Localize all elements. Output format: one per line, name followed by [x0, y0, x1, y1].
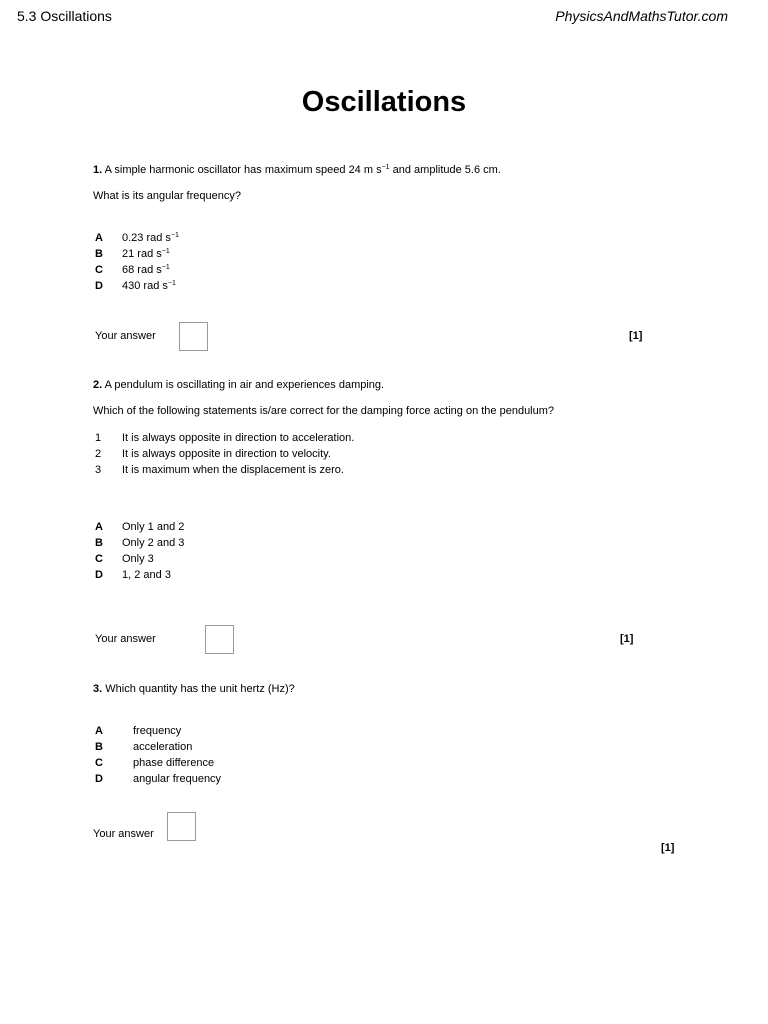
option-text: acceleration — [133, 741, 193, 753]
statement-number: 3 — [95, 464, 102, 476]
answer-box[interactable] — [167, 812, 196, 841]
option-text — [122, 280, 176, 292]
option-text — [122, 248, 170, 260]
question-1-stem — [93, 164, 501, 176]
option-letter: B — [95, 537, 103, 549]
option-letter: C — [95, 264, 103, 276]
answer-box[interactable] — [205, 625, 234, 654]
question-1-prompt: What is its angular frequency? — [93, 190, 241, 202]
option-letter: A — [95, 725, 103, 737]
section-label: 5.3 Oscillations — [17, 8, 112, 24]
superscript: −1 — [161, 248, 170, 255]
option-letter: A — [95, 521, 103, 533]
site-name: PhysicsAndMathsTutor.com — [555, 8, 728, 24]
question-text-end: and amplitude 5.6 cm. — [389, 164, 501, 176]
option-letter: C — [95, 553, 103, 565]
statement-number: 1 — [95, 432, 102, 444]
option-letter: A — [95, 232, 103, 244]
question-number: 3. — [93, 683, 103, 695]
option-text: Only 1 and 2 — [122, 521, 185, 533]
question-number: 2. — [93, 379, 103, 391]
superscript: −1 — [381, 164, 390, 171]
option-letter: B — [95, 741, 103, 753]
option-text: phase difference — [133, 757, 215, 769]
option-value: 21 rad s — [122, 248, 162, 260]
statement-text: It is always opposite in direction to velocity. — [122, 448, 331, 460]
question-number: 1. — [93, 164, 103, 176]
option-letter: B — [95, 248, 103, 260]
question-text: A simple harmonic oscillator has maximum speed 24 m s — [104, 164, 382, 176]
option-letter: D — [95, 773, 103, 785]
page-title: Oscillations — [301, 86, 467, 118]
question-text: Which quantity has the unit hertz (Hz)? — [105, 683, 295, 695]
option-letter: C — [95, 757, 103, 769]
option-text: Only 3 — [122, 553, 154, 565]
question-2-prompt: Which of the following statements is/are correct for the damping force acting on the pendulum? — [93, 405, 555, 417]
option-text: angular frequency — [133, 773, 222, 785]
option-value: 430 rad s — [122, 280, 168, 292]
answer-box[interactable] — [179, 322, 208, 351]
option-text — [122, 232, 179, 244]
option-value: 68 rad s — [122, 264, 162, 276]
superscript: −1 — [167, 280, 176, 287]
your-answer-label: Your answer — [93, 828, 154, 840]
superscript: −1 — [161, 264, 170, 271]
option-letter: D — [95, 569, 103, 581]
option-text: Only 2 and 3 — [122, 537, 185, 549]
option-text: 1, 2 and 3 — [122, 569, 171, 581]
question-text: A pendulum is oscillating in air and experiences damping. — [104, 379, 385, 391]
your-answer-label: Your answer — [95, 633, 156, 645]
marks: [1] — [661, 842, 675, 854]
statement-text: It is maximum when the displacement is zero. — [122, 464, 344, 476]
option-letter: D — [95, 280, 103, 292]
your-answer-label: Your answer — [95, 330, 156, 342]
statement-text: It is always opposite in direction to acceleration. — [122, 432, 355, 444]
option-value: 0.23 rad s — [122, 232, 171, 244]
marks: [1] — [629, 330, 643, 342]
statement-number: 2 — [95, 448, 102, 460]
question-2-stem — [93, 379, 384, 391]
option-text — [122, 264, 170, 276]
question-3-stem — [93, 683, 295, 695]
option-text: frequency — [133, 725, 182, 737]
marks: [1] — [620, 633, 634, 645]
superscript: −1 — [170, 232, 179, 239]
